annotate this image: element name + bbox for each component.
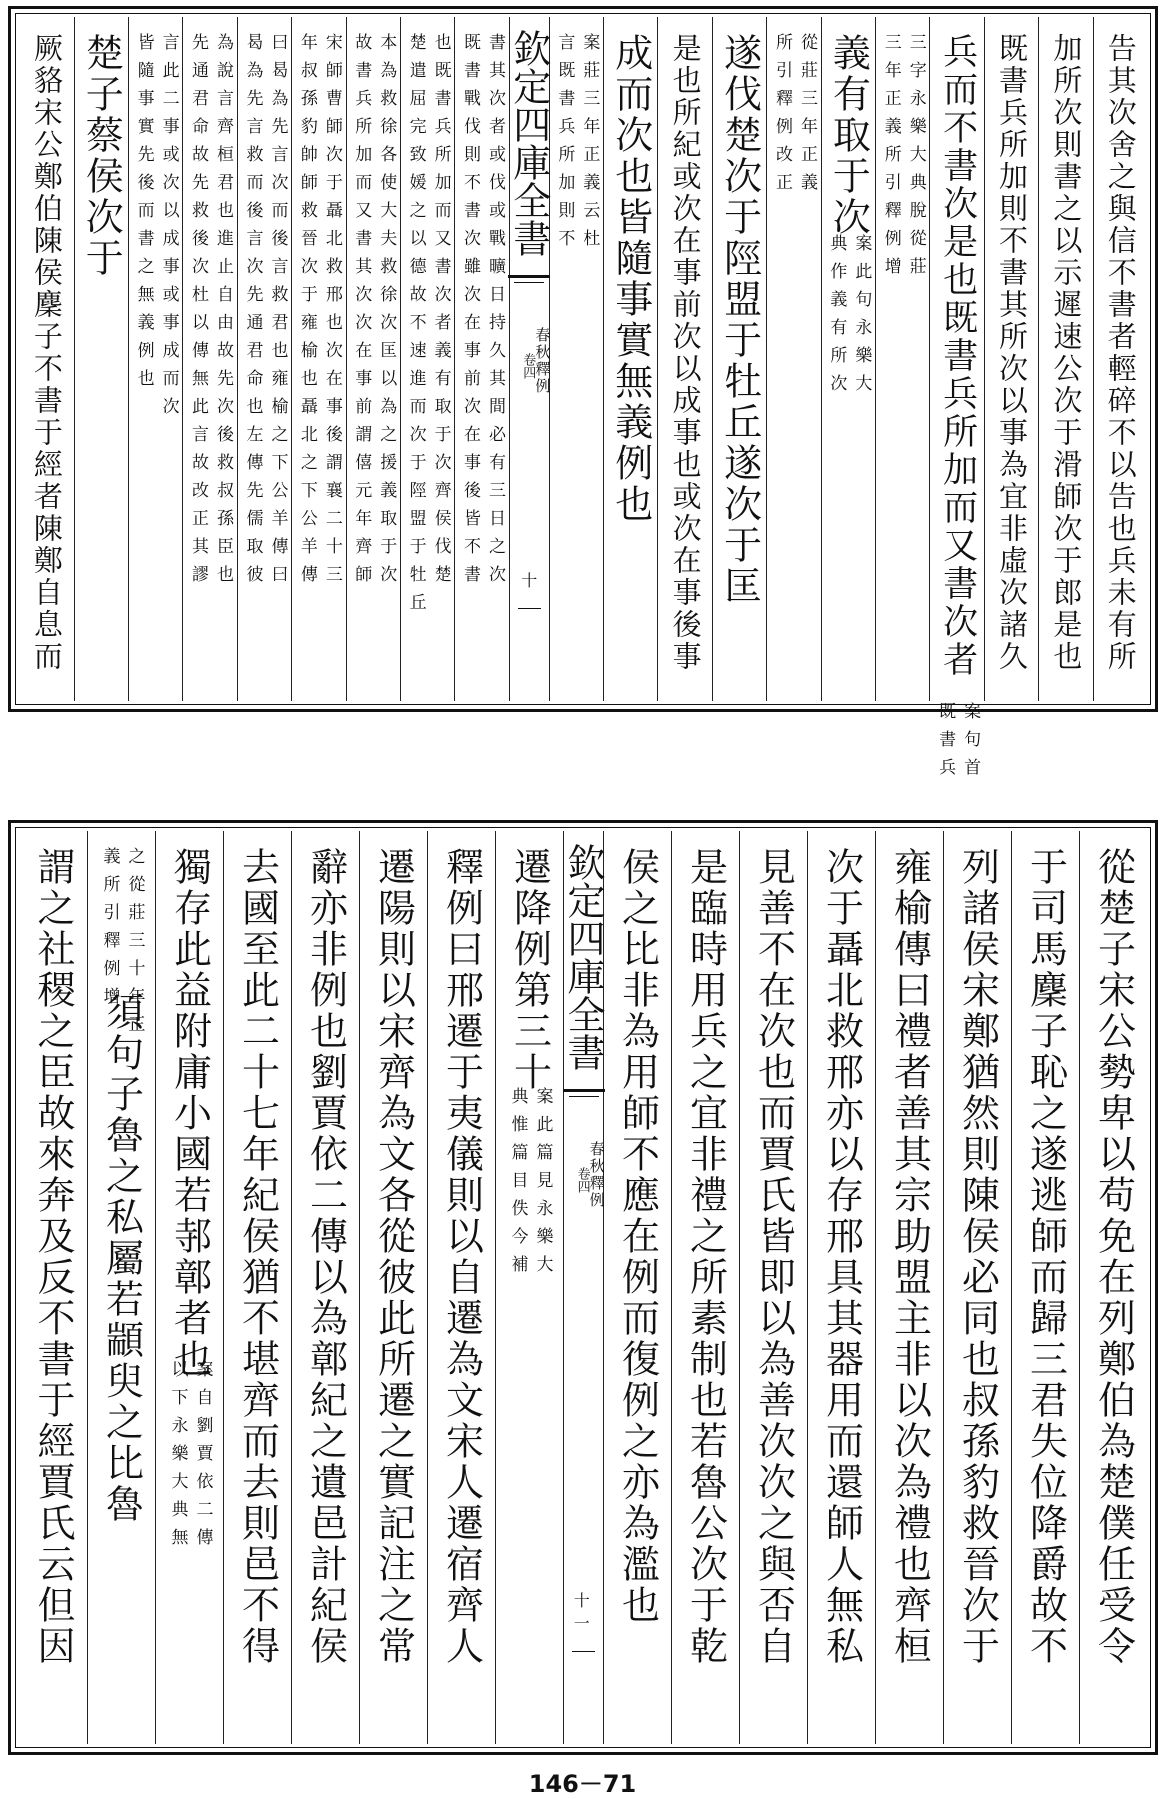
annotation-pair (156, 1360, 223, 1556)
main-text: 獨存此益附庸小國若邿鄣者也 (167, 847, 212, 1380)
text-column (875, 831, 943, 1744)
text-column (19, 831, 87, 1744)
annotation-line: 典惟篇目佚今補 (507, 1087, 528, 1283)
page-number-footer: 146－71 (528, 1770, 637, 1798)
text-column (943, 831, 1011, 1744)
text-column (712, 17, 766, 701)
text-column (223, 831, 291, 1744)
annotation-line: 曰曷為先言次而後言救君也雍榆之下公羊傳曰 (267, 33, 288, 593)
annotation-line: 案莊三年正義云杜 (579, 33, 600, 257)
annotation-line: 所引釋例改正 (771, 33, 792, 201)
main-text: 楚子蔡侯次于 (79, 33, 124, 279)
main-text: 釋例曰邢遷于夷儀則以自遷為文宋人遷宿齊人 (439, 847, 484, 1667)
margin-book-title: 春秋釋例 (587, 1141, 606, 1209)
main-text: 侯之比非為用師不應在例而復例之亦為濫也 (615, 847, 660, 1626)
text-column (984, 17, 1038, 701)
annotation-line: 既書兵 (935, 702, 956, 786)
text-column (603, 17, 657, 701)
annotation-pair (238, 33, 291, 593)
annotation-line: 為說言齊桓君也進止自由故先次後救叔孫臣也 (213, 33, 234, 593)
main-text: 兵而不書次是也既書兵所加而又書次者 (937, 33, 978, 679)
margin-title: 欽定四庫全書 (506, 29, 551, 257)
main-text: 謂之社稷之臣故來奔及反不書于經賈氏云但因 (31, 847, 75, 1667)
annotation-line: 三年正義所引釋例增 (880, 33, 901, 285)
text-column (427, 831, 495, 1744)
annotation-line: 三字永樂大典脫從莊 (905, 33, 926, 285)
text-column (400, 17, 454, 701)
annotation-pair (550, 33, 603, 257)
bottom-page (8, 820, 1158, 1755)
main-text: 既書兵所加則不書其所次以事為宜非虛次諸久 (995, 33, 1030, 673)
annotation-line: 先通君命故先救後次杜以傳無此言故改正其謬 (188, 33, 209, 593)
main-text: 遷降例第三十 (507, 847, 552, 1093)
margin-book-title: 春秋釋例 (533, 327, 552, 395)
text-column (739, 831, 807, 1744)
text-column (155, 831, 223, 1744)
annotation-line: 宋師曹師次于聶北救邢也次在事後謂襄二十三 (321, 33, 342, 593)
margin-title: 欽定四庫全書 (561, 843, 605, 1071)
main-text: 遷陽則以宋齊為文各從彼此所遷之實記注之常 (371, 847, 416, 1667)
annotation-pair (292, 33, 345, 593)
annotation-line: 案句首 (960, 702, 981, 786)
annotation-pair (183, 33, 236, 593)
annotation-line: 本為救徐各使大夫救徐次匡以為之援義取于次 (376, 33, 397, 593)
main-text: 雍榆傳曰禮者善其宗助盟主非以次為禮也齊桓 (887, 847, 932, 1667)
main-text: 加所次則書之以示遲速公次于滑師次于郎是也 (1049, 33, 1084, 673)
annotation-line: 楚遣屈完致媛之以德故不速進而次于陘盟于牡丘 (405, 33, 426, 621)
annotation-pair (401, 33, 454, 621)
top-page (8, 6, 1158, 786)
text-column (807, 831, 875, 1744)
text-column (495, 831, 563, 1744)
text-column (1038, 17, 1092, 701)
text-column (454, 17, 508, 701)
margin-volume: 卷四 (520, 353, 536, 379)
text-column (603, 831, 671, 1744)
text-column (237, 17, 291, 701)
main-text: 須句子魯之私屬若顓臾之比魯 (99, 992, 144, 1525)
annotation-pair (496, 1087, 563, 1283)
text-column (128, 17, 182, 701)
main-text: 去國至此二十七年紀侯猶不堪齊而去則邑不得 (235, 847, 280, 1667)
annotation-pair (930, 702, 983, 786)
main-text: 辭亦非例也劉賈依二傳以為鄣紀之遺邑計紀侯 (303, 847, 348, 1667)
text-column (549, 17, 603, 701)
annotation-line: 以下永樂大典無 (167, 1360, 188, 1556)
annotation-line: 案此篇見永樂大 (532, 1087, 553, 1283)
annotation-line: 既書戰伐則不書次雖次在事前次在事後皆不書 (460, 33, 480, 593)
annotation-line: 故書兵所加而又書其次次在事前謂僖元年齊師 (351, 33, 372, 593)
text-column (346, 17, 400, 701)
annotation-line: 案自劉賈依二傳 (192, 1360, 213, 1556)
margin-page-number: 十一 (573, 1591, 590, 1633)
text-column (19, 17, 73, 701)
main-text: 厥貉宋公鄭伯陳侯麇子不書于經者陳鄭自息而 (29, 33, 64, 673)
annotation-line: 之從莊三十年正 (124, 847, 145, 1043)
margin-volume: 卷四 (574, 1167, 590, 1193)
annotation-pair (767, 33, 820, 201)
main-text: 于司馬麇子恥之遂逃師而歸三君失位降爵故不 (1023, 847, 1068, 1667)
main-text: 遂伐楚次于陘盟于牡丘遂次于匡 (717, 33, 762, 607)
text-column (1011, 831, 1079, 1744)
text-column (291, 831, 359, 1744)
bottom-columns (19, 831, 1147, 1744)
text-column (1079, 831, 1147, 1744)
main-text: 從楚子宋公勢卑以苟免在列鄭伯為楚僕任受令 (1091, 847, 1136, 1667)
annotation-line: 典作義有所次 (826, 234, 847, 402)
margin-rule (518, 608, 541, 609)
center-margin (506, 17, 552, 701)
text-column (875, 17, 929, 701)
annotation-line: 案此句永樂大 (851, 234, 872, 402)
annotation-pair (822, 234, 875, 402)
top-columns (19, 17, 1147, 786)
annotation-pair (876, 33, 929, 285)
annotation-line: 從莊三年正義 (796, 33, 817, 201)
annotation-pair (129, 33, 182, 425)
annotation-line: 言此二事或次以成事或事成而次 (158, 33, 179, 425)
main-text: 告其次舍之與信不書者輕碎不以告也兵未有所 (1103, 33, 1138, 673)
annotation-pair (455, 33, 508, 593)
text-column (1093, 17, 1147, 701)
main-text: 次于聶北救邢亦以存邢具其器用而還師人無私 (819, 847, 864, 1667)
margin-page-number: 十 (521, 571, 538, 590)
fishtail-mark (508, 275, 550, 304)
main-text: 義有取于次 (826, 33, 871, 238)
main-text: 是臨時用兵之宜非禮之所素制也若魯公次于乾 (683, 847, 728, 1667)
text-column (182, 17, 236, 701)
main-text: 成而次也皆隨事實無義例也 (608, 33, 653, 525)
center-margin (561, 831, 606, 1744)
annotation-pair (347, 33, 400, 593)
text-column (657, 17, 711, 701)
fishtail-mark (563, 1089, 605, 1118)
text-column (821, 17, 875, 701)
text-column (671, 831, 739, 1744)
annotation-line: 言既書兵所加則不 (554, 33, 575, 257)
text-column (359, 831, 427, 1744)
text-column (74, 17, 128, 701)
margin-rule (572, 1651, 595, 1652)
annotation-line: 義所引釋例增 (99, 847, 120, 1015)
text-column (766, 17, 820, 701)
annotation-line: 曷為先言救而後言次先通君命也左傳先儒取彼 (242, 33, 263, 593)
main-text: 是也所紀或次在事前次以成事也或次在事後事 (668, 33, 703, 673)
annotation-line: 書其次者或伐或戰曠日持久其間必有三日之次 (485, 33, 505, 593)
text-column (87, 831, 155, 1744)
text-column (291, 17, 345, 701)
annotation-line: 也既書兵所加而又書次者義有取于次齊侯伐楚 (430, 33, 451, 593)
annotation-line: 年叔孫豹帥師救晉次于雍榆也聶北之下公羊傳 (296, 33, 317, 593)
annotation-line: 皆隨事實先後而書之無義例也 (133, 33, 154, 397)
text-column (929, 17, 983, 786)
main-text: 列諸侯宋鄭猶然則陳侯必同也叔孫豹救晉次于 (955, 847, 1000, 1667)
main-text: 見善不在次也而賈氏皆即以為善次次之與否自 (751, 847, 796, 1667)
